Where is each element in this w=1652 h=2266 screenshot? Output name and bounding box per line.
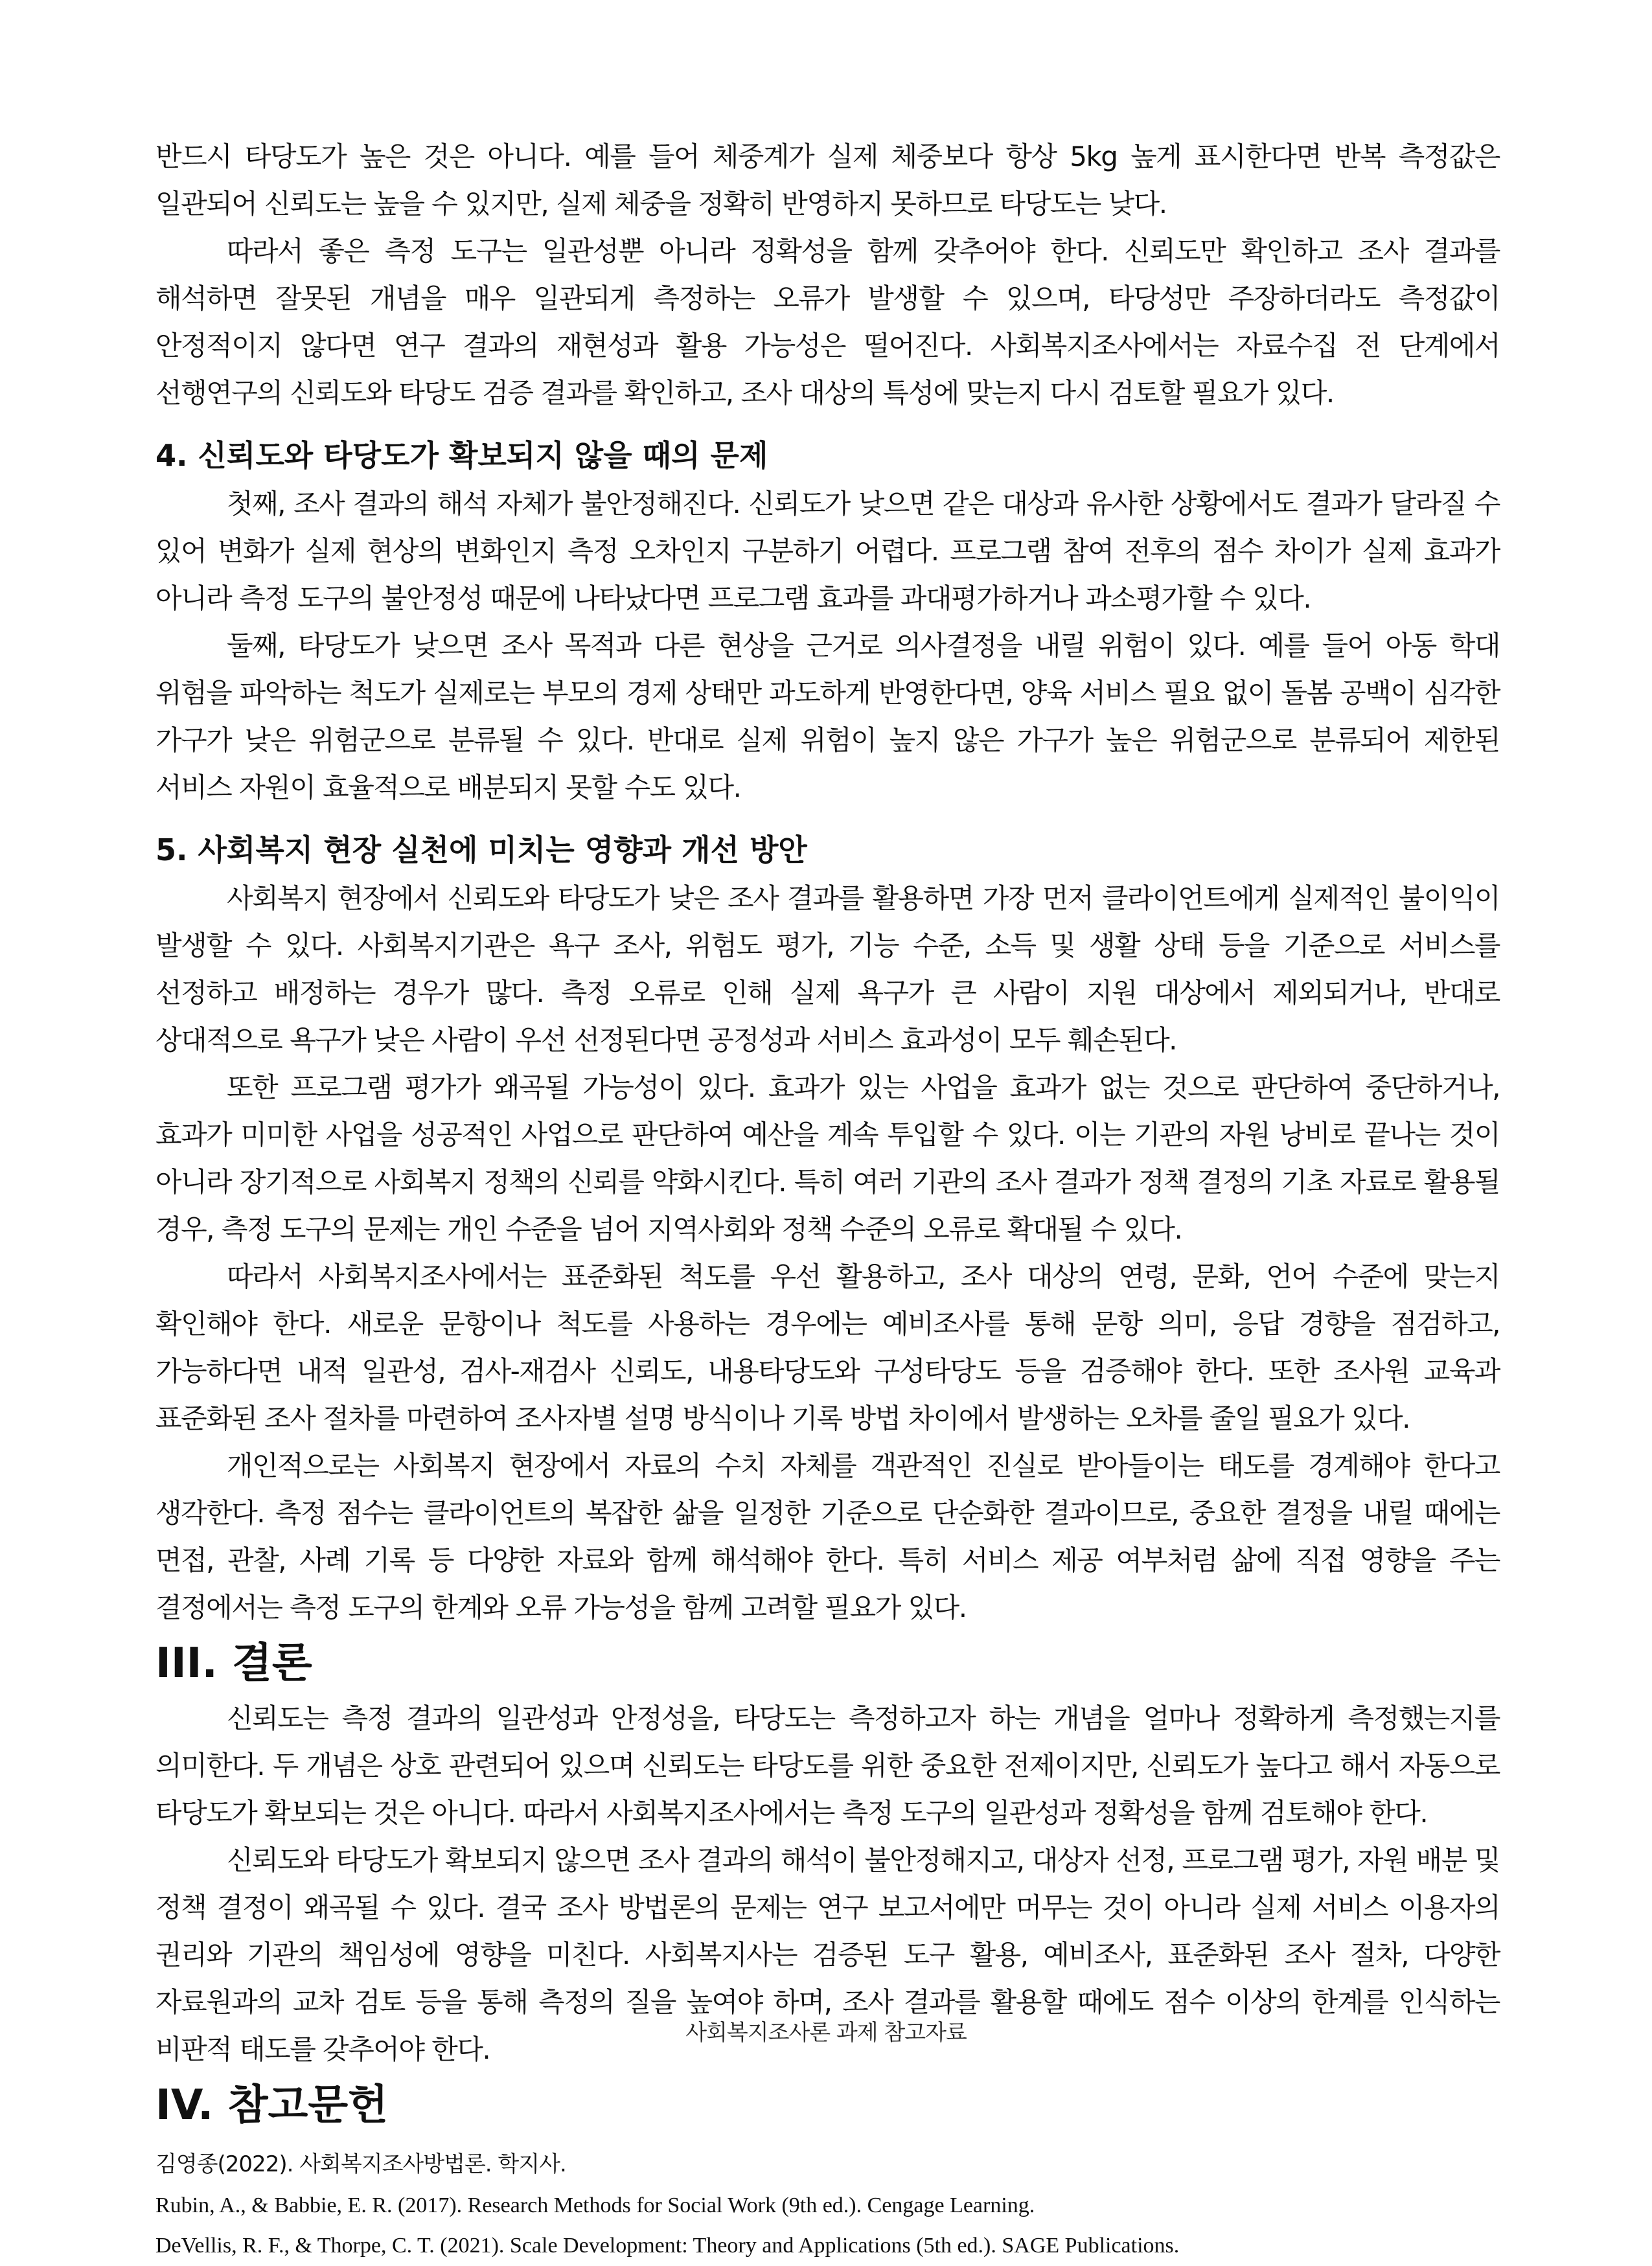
references-heading: IV. 참고문헌 [155,2081,388,2129]
page-footer: 사회복지조사론 과제 참고자료 [685,2020,967,2046]
body-paragraph: 둘째, 타당도가 낮으면 조사 목적과 다른 현상을 근거로 의사결정을 내릴 위험이 있다. 예를 들어 아동 학대 위험을 파악하는 척도가 실제로는 부모의 경제 상태만 과도하게 반영한다면, 양육 서비스 필요 없이 돌봄 공백이 심각한 가구가 낮은 위험군으로 분류될 수 있다. 반대로 실제 위험이 높지 않은 가구가 높은 위험군으로 분류되어 제한된 서비스 자원이 효율적으로 배분되지 못할 수도 있다. [155,630,1500,803]
body-paragraph: 신뢰도와 타당도가 확보되지 않으면 조사 결과의 해석이 불안정해지고, 대상자 선정, 프로그램 평가, 자원 배분 및 정책 결정이 왜곡될 수 있다. 결국 조사 방법론의 문제는 연구 보고서에만 머무는 것이 아니라 실제 서비스 이용자의 권리와 기관의 책임성에 영향을 미친다. 사회복지사는 검증된 도구 활용, 예비조사, 표준화된 조사 절차, 다양한 자료원과의 교차 검토 등을 통해 측정의 질을 높여야 하며, 조사 결과를 활용할 때에도 점수 이상의 한계를 인식하는 비판적 태도를 갖추어야 한다. [155,1844,1500,2065]
section-heading-4: 4. 신뢰도와 타당도가 확보되지 않을 때의 문제 [155,438,768,473]
body-paragraph: 반드시 타당도가 높은 것은 아니다. 예를 들어 체중계가 실제 체중보다 항상 5kg 높게 표시한다면 반복 측정값은 일관되어 신뢰도는 높을 수 있지만, 실제 체중을 정확히 반영하지 못하므로 타당도는 낮다. [155,141,1500,220]
body-paragraph: 첫째, 조사 결과의 해석 자체가 불안정해진다. 신뢰도가 낮으면 같은 대상과 유사한 상황에서도 결과가 달라질 수 있어 변화가 실제 현상의 변화인지 측정 오차인지 구분하기 어렵다. 프로그램 참여 전후의 점수 차이가 실제 효과가 아니라 측정 도구의 불안정성 때문에 나타났다면 프로그램 효과를 과대평가하거나 과소평가할 수 있다. [155,488,1500,614]
reference-list [155,2143,1500,2266]
body-paragraph: 따라서 좋은 측정 도구는 일관성뿐 아니라 정확성을 함께 갖추어야 한다. 신뢰도만 확인하고 조사 결과를 해석하면 잘못된 개념을 매우 일관되게 측정하는 오류가 발생할 수 있으며, 타당성만 주장하더라도 측정값이 안정적이지 않다면 연구 결과의 재현성과 활용 가능성은 떨어진다. 사회복지조사에서는 자료수집 전 단계에서 선행연구의 신뢰도와 타당도 검증 결과를 확인하고, 조사 대상의 특성에 맞는지 다시 검토할 필요가 있다. [155,235,1500,409]
body-paragraph: 신뢰도는 측정 결과의 일관성과 안정성을, 타당도는 측정하고자 하는 개념을 얼마나 정확하게 측정했는지를 의미한다. 두 개념은 상호 관련되어 있으며 신뢰도는 타당도를 위한 중요한 전제이지만, 신뢰도가 높다고 해서 자동으로 타당도가 확보되는 것은 아니다. 따라서 사회복지조사에서는 측정 도구의 일관성과 정확성을 함께 검토해야 한다. [155,1702,1500,1829]
reference-item: 김영종(2022). 사회복지조사방법론. 학지사. [155,2151,566,2177]
section-heading-5: 5. 사회복지 현장 실천에 미치는 영향과 개선 방안 [155,832,807,867]
conclusion-heading: III. 결론 [155,1640,312,1688]
body-paragraph: 또한 프로그램 평가가 왜곡될 가능성이 있다. 효과가 있는 사업을 효과가 없는 것으로 판단하여 중단하거나, 효과가 미미한 사업을 성공적인 사업으로 판단하여 예산을 계속 투입할 수 있다. 이는 기관의 자원 낭비로 끝나는 것이 아니라 장기적으로 사회복지 정책의 신뢰를 약화시킨다. 특히 여러 기관의 조사 결과가 정책 결정의 기초 자료로 활용될 경우, 측정 도구의 문제는 개인 수준을 넘어 지역사회와 정책 수준의 오류로 확대될 수 있다. [155,1071,1500,1245]
body-paragraph: 사회복지 현장에서 신뢰도와 타당도가 낮은 조사 결과를 활용하면 가장 먼저 클라이언트에게 실제적인 불이익이 발생할 수 있다. 사회복지기관은 욕구 조사, 위험도 평가, 기능 수준, 소득 및 생활 상태 등을 기준으로 서비스를 선정하고 배정하는 경우가 많다. 측정 오류로 인해 실제 욕구가 큰 사람이 지원 대상에서 제외되거나, 반대로 상대적으로 욕구가 낮은 사람이 우선 선정된다면 공정성과 서비스 효과성이 모두 훼손된다. [155,882,1500,1056]
reference-item: Rubin, A., & Babbie, E. R. (2017). Research Methods for Social Work (9th ed.). Cengage Learning. [155,2193,1035,2217]
body-paragraph: 개인적으로는 사회복지 현장에서 자료의 수치 자체를 객관적인 진실로 받아들이는 태도를 경계해야 한다고 생각한다. 측정 점수는 클라이언트의 복잡한 삶을 일정한 기준으로 단순화한 결과이므로, 중요한 결정을 내릴 때에는 면접, 관찰, 사례 기록 등 다양한 자료와 함께 해석해야 한다. 특히 서비스 제공 여부처럼 삶에 직접 영향을 주는 결정에서는 측정 도구의 한계와 오류 가능성을 함께 고려할 필요가 있다. [155,1450,1500,1623]
reference-item: DeVellis, R. F., & Thorpe, C. T. (2021). Scale Development: Theory and Applications (5th ed.). SAGE Publications. [155,2234,1180,2258]
body-paragraph: 따라서 사회복지조사에서는 표준화된 척도를 우선 활용하고, 조사 대상의 연령, 문화, 언어 수준에 맞는지 확인해야 한다. 새로운 문항이나 척도를 사용하는 경우에는 예비조사를 통해 문항 의미, 응답 경향을 점검하고, 가능하다면 내적 일관성, 검사-재검사 신뢰도, 내용타당도와 구성타당도 등을 검증해야 한다. 또한 조사원 교육과 표준화된 조사 절차를 마련하여 조사자별 설명 방식이나 기록 방법 차이에서 발생하는 오차를 줄일 필요가 있다. [155,1261,1500,1434]
